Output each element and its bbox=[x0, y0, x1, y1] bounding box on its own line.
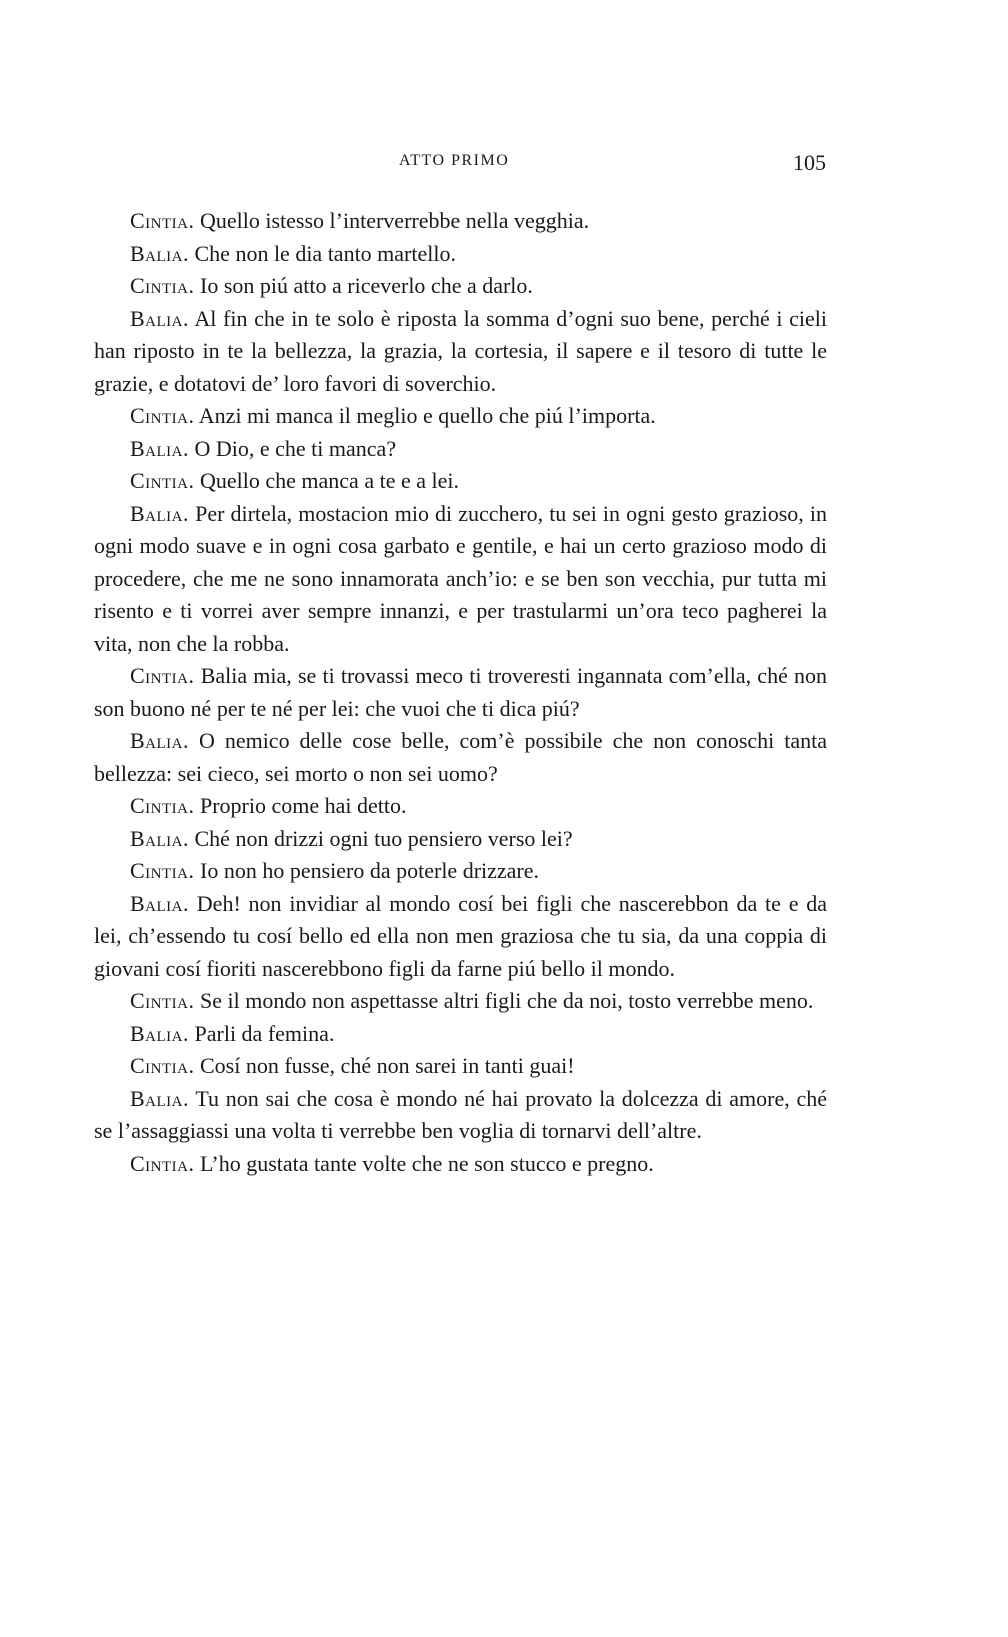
running-title: ATTO PRIMO bbox=[399, 152, 510, 169]
speech-text: O nemico delle cose belle, com’è possibile che non conoschi tanta bellezza: sei cieco, sei morto o non sei uomo? bbox=[94, 728, 828, 786]
speech-text: O Dio, e che ti manca? bbox=[194, 435, 397, 461]
speech-text: Ché non drizzi ogni tuo pensiero verso lei? bbox=[194, 825, 573, 851]
speaker-name: Balia. bbox=[130, 728, 189, 753]
speaker-name: Balia. bbox=[130, 890, 189, 916]
speech-text: Parli da femina. bbox=[194, 1020, 335, 1046]
speaker-name: Cintia. bbox=[130, 208, 195, 233]
speaker-name: Balia. bbox=[130, 305, 189, 331]
speech-line bbox=[94, 465, 827, 498]
speech-line bbox=[94, 1018, 827, 1051]
speech-text: Quello istesso l’interverrebbe nella vegghia. bbox=[200, 208, 590, 233]
speech-text: Cosí non fusse, ché non sarei in tanti guai! bbox=[200, 1053, 575, 1078]
speech-text: L’ho gustata tante volte che ne son stucco e pregno. bbox=[200, 1150, 654, 1176]
speech-line bbox=[94, 1083, 827, 1148]
speech-line bbox=[94, 238, 827, 271]
speaker-name: Cintia. bbox=[130, 273, 195, 298]
speaker-name: Balia. bbox=[130, 1085, 189, 1111]
dialogue-body bbox=[94, 205, 827, 1180]
speaker-name: Balia. bbox=[130, 1020, 189, 1046]
speech-line bbox=[94, 400, 827, 433]
speech-text: Che non le dia tanto martello. bbox=[194, 240, 456, 266]
speaker-name: Cintia. bbox=[130, 858, 195, 883]
speech-line bbox=[94, 303, 827, 401]
speech-line bbox=[94, 725, 827, 790]
speech-text: Quello che manca a te e a lei. bbox=[200, 468, 459, 493]
speaker-name: Cintia. bbox=[130, 793, 195, 818]
speech-text: Al fin che in te solo è riposta la somma d’ogni suo bene, perché i cieli han riposto in te la bellezza, la grazia, la cortesia, il sapere e il tesoro di tutte le grazie, e dotatovi de’ loro favori di soverchio. bbox=[94, 305, 827, 396]
running-header bbox=[0, 146, 1008, 176]
speech-text: Io non ho pensiero da poterle drizzare. bbox=[200, 858, 540, 883]
speech-line bbox=[94, 660, 827, 725]
speech-text: Balia mia, se ti trovassi meco ti troveresti ingannata com’ella, ché non son buono né per te né per lei: che vuoi che ti dica piú? bbox=[94, 663, 828, 721]
speech-line bbox=[94, 855, 827, 888]
speaker-name: Balia. bbox=[130, 825, 189, 851]
speech-line bbox=[94, 985, 827, 1018]
speaker-name: Cintia. bbox=[130, 403, 195, 428]
speech-line bbox=[94, 433, 827, 466]
speaker-name: Cintia. bbox=[130, 1053, 195, 1078]
speech-line bbox=[94, 270, 827, 303]
speech-line bbox=[94, 790, 827, 823]
speech-line bbox=[94, 205, 827, 238]
speaker-name: Balia. bbox=[130, 240, 189, 266]
speaker-name: Balia. bbox=[130, 500, 189, 526]
speech-text: Per dirtela, mostacion mio di zucchero, tu sei in ogni gesto grazioso, in ogni modo suave e in ogni cosa garbato e gentile, e hai un certo grazioso modo di procedere, che me ne sono innamorata anch’io: e se ben son vecchia, pur tutta mi risento e ti vorrei aver sempre innanzi, e per trastularmi un’ora teco pagherei la vita, non che la robba. bbox=[94, 500, 827, 656]
speaker-name: Balia. bbox=[130, 435, 189, 461]
speaker-name: Cintia. bbox=[130, 468, 195, 493]
speech-text: Anzi mi manca il meglio e quello che piú l’importa. bbox=[198, 403, 656, 428]
speech-text: Proprio come hai detto. bbox=[200, 793, 407, 818]
speech-text: Io son piú atto a riceverlo che a darlo. bbox=[200, 273, 533, 298]
speaker-name: Cintia. bbox=[130, 988, 195, 1013]
speech-text: Deh! non invidiar al mondo cosí bei figli che nascerebbon da te e da lei, ch’essendo tu cosí bello ed ella non men graziosa che tu sia, da una coppia di giovani cosí fioriti nascerebbono figli da farne piú bello il mondo. bbox=[94, 890, 828, 981]
speech-line bbox=[94, 1050, 827, 1083]
speech-text: Se il mondo non aspettasse altri figli che da noi, tosto verrebbe meno. bbox=[200, 988, 814, 1013]
speech-line bbox=[94, 888, 827, 986]
speaker-name: Cintia. bbox=[130, 1150, 195, 1176]
speech-line bbox=[94, 823, 827, 856]
speaker-name: Cintia. bbox=[130, 663, 195, 688]
speech-text: Tu non sai che cosa è mondo né hai provato la dolcezza di amore, ché se l’assaggiassi una volta ti verrebbe ben voglia di tornarvi dell’altre. bbox=[94, 1085, 827, 1143]
speech-line bbox=[94, 498, 827, 661]
page-number: 105 bbox=[793, 150, 826, 175]
speech-line bbox=[94, 1148, 827, 1181]
